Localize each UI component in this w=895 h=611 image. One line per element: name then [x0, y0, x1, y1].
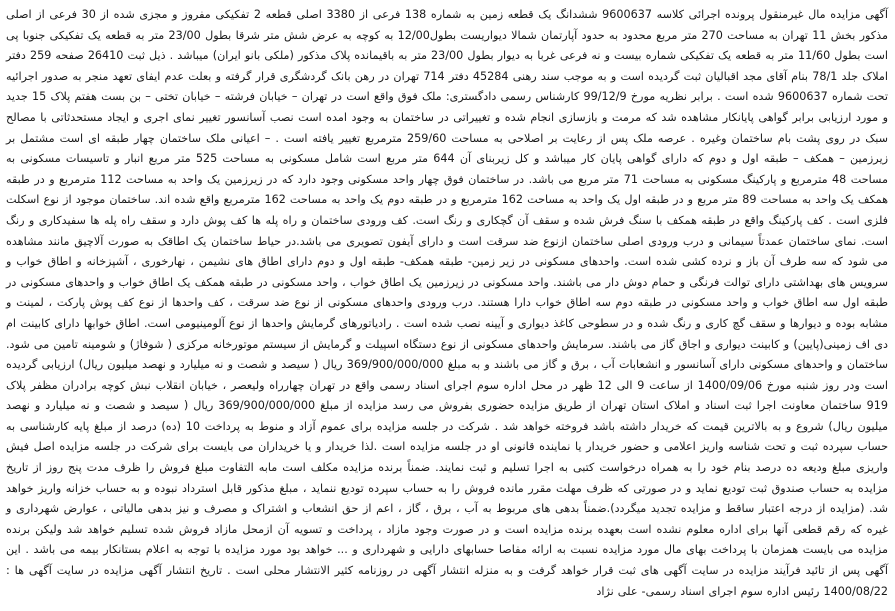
- auction-notice-body: آگهی مزایده مال غیرمنقول پرونده اجرائی کلاسه 9600637 ششدانگ یک قطعه زمین به شماره 138 فرعی از 3380 اصلی قطعه 2 تفکیکی مفروز و مجزی شده از 30 فرعی از اصلی مذکور بخش 11 تهران به مساحت 270 متر مربع محدود به حدود آپارتمان شمالا دیواریست بطول12/00 به کوچه به عرض شش متر شرقا بطول 23/00 متر به قطعه یک تفکیکی جنوبا پی است بطول 11/60 متر به قطعه یک تفکیکی شماره بیست و نه فرعی غربا به دیوار بطول 23/00 متر به باقیمانده پلاک مذکور (ملکی بانو ایران) میباشد . ذیل ثبت 26410 صفحه 259 دفتر املاک جلد 78/1 بنام آقای مجد اقبالیان ثبت گردیده است و به موجب سند رهنی 45284 دفتر 714 تهران در رهن بانک گردشگری قرار گرفته و بعلت عدم ایفای تعهد منجر به صدور اجرائیه تحت شماره 9600637 شده است . برابر نظریه مورخ 99/12/9 کارشناس رسمی دادگستری: ملک فوق واقع است در تهران – خیابان فرشته – خیابان تختی – بن بست هفتم پلاک 15 جدید و مورد ارزیابی برابر گواهی پایانکار مشاهده شد که مرمت و بازسازی انجام شده و تغییراتی در ساختمان به وجود امده است نصب آسانسور تغییر نمای اجری و ایجاد مستحدثاتی با مصالح سبک در روی پشت بام ساختمان وغیره . عرصه ملک پس از رعایت بر اصلاحی به مساحت 259/60 مترمربع تغییر یافته است . – اعیانی ملک ساختمان چهار طبقه ای است مشتمل بر زیرزمین – همکف – طبقه اول و دوم که دارای گواهی پایان کار میباشد و کل زیربنای آن 644 متر مربع است شامل مسکونی به مساحت 525 متر مربع انبار و تاسیسات مسکونی به مساحت 48 مترمربع و پارکینگ مسکونی به مساحت 71 متر مربع می باشد. در ساختمان فوق چهار واحد مسکونی وجود دارد که در زیرزمین یک واحد به مساحت 112 مترمربع و در طبقه همکف یک واحد به مساحت 89 متر مربع و در طبقه اول یک واحد به مساحت 162 مترمربع و در طبقه دوم یک واحد به مساحت 162 مترمربع واقع شده اند. ساختمان موجود از نوع اسکلت فلزی است . کف پارکینگ واقع در طبقه همکف با سنگ فرش شده و سقف آن گچکاری و رنگ است. کف ورودی ساختمان و راه پله ها کف پوش دارد و سقف راه پله ها سفیدکاری و رنگ است. نمای ساختمان عمدتاً سیمانی و درب ورودی اصلی ساختمان ازنوع ضد سرقت است و دارای آیفون تصویری می باشد.در حیاط ساختمان یک اطاقک به صورت آلاچیق مانند مشاهده می شود که سه طرف آن باز و نرده کشی شده است. واحدهای مسکونی در زیر زمین- طبقه همکف- طبقه اول و دوم دارای اطاق های نشیمن ، نهارخوری ، آشپزخانه و اطاق خواب و سرویس های بهداشتی دارای توالت فرنگی و حمام دوش دار می باشند. واحد مسکونی در زیرزمین یک اطاق خواب ، واحد مسکونی در طبقه همکف یک اطاق خواب و واحدهای مسکونی در طبقه اول سه اطاق خواب و واحد مسکونی در طبقه دوم سه اطاق خواب دارا هستند. درب ورودی واحدهای مسکونی از نوع ضد سرقت ، کف واحدها از نوع کف پوش پارکت ، لمینت و مشابه بوده و دیوارها و سقف گچ کاری و رنگ شده و در سطوحی کاغذ دیواری و آیینه نصب شده است . رادیاتورهای گرمایش واحدها از نوع آلومینیومی است. اطاق خوابها دارای کابینت ام دی اف زمینی(پایین) و کابینت دیواری و اجاق گاز می باشند. سرمایش واحدهای مسکونی از نوع دستگاه اسپیلت و گرمایش از سیستم موتورخانه مرکزی ( شوفاژ) و شومینه تامین می شود. ساختمان و واحدهای مسکونی دارای آسانسور و انشعابات آب ، برق و گاز می باشند و به مبلغ 369/900/000/000 ریال ( سیصد و شصت و نه میلیارد و نهصد میلیون ریال) ارزیابی گردیده است ودر روز شنبه مورخ 1400/09/06 از ساعت 9 الی 12 ظهر در محل اداره سوم اجرای اسناد رسمی واقع در تهران چهارراه ولیعصر ، خیابان انقلاب نبش کوچه برادران مظفر پلاک 919 ساختمان معاونت اجرا ثبت اسناد و املاک استان تهران از طریق مزایده حضوری بفروش می رسد مزایده از مبلغ 369/900/000/000 ریال ( سیصد و شصت و نه میلیارد و نهصد میلیون ریال) شروع و به بالاترین قیمت که خریدار داشته باشد فروخته خواهد شد . شرکت در جلسه مزایده برای عموم آزاد و منوط به پرداخت 10 (ده) درصد از مبلغ پایه کارشناسی به حساب سپرده ثبت و تحت شناسه واریز اعلامی و حضور خریدار یا نماینده قانونی او در جلسه مزایده است .لذا خریدار و یا خریداران می بایست برای شرکت در جلسه مزایده اصل فیش واریزی مبلغ ودیعه ده درصد بنام خود را به همراه درخواست کتبی به اجرا تسلیم و ثبت نمایند. ضمناً برنده مزایده مکلف است مابه التفاوت مبلغ فروش را ظرف مدت پنج روز از تاریخ مزایده به حساب صندوق ثبت تودیع نماید و در صورتی که ظرف مهلت مقرر مانده فروش را به حساب سپرده تودیع ننماید ، مبلغ مذکور قابل استرداد نبوده و به حساب خزانه واریز خواهد شد. (مزایده از درجه اعتبار ساقط و مزایده تجدید میگردد).ضمناً بدهی های مربوط به آب ، برق ، گاز ، اعم از حق انشعاب و اشتراک و مصرف و نیز بدهی مالیاتی ، عوارض شهرداری و غیره که رقم قطعی آنها برای اداره معلوم نشده است بعهده برنده مزایده است و در صورت وجود مازاد ، پرداخت و تسویه آن ازمحل مازاد فروش شده تسلیم خواهد شد ولیکن برنده مزایده می بایست همزمان با پرداخت بهای مال مورد مزایده نسبت به ارائه مفاصا حسابهای دارایی و شهرداری و ... خواهد بود مورد مزایده با توجه به اعلام بستانکار بیمه می باشد . این آگهی پس از تائید فرآیند مزایده در سایت آگهی های ثبت قرار خواهد گرفت و به منزله انتشار آگهی در روزنامه کثیر الانتشار محلی است . تاریخ انتشار آگهی مزایده در سایت آگهی ها : 1400/08/22 رئیس اداره سوم اجرای اسناد رسمی- علی نژاد: [6, 8, 889, 598]
